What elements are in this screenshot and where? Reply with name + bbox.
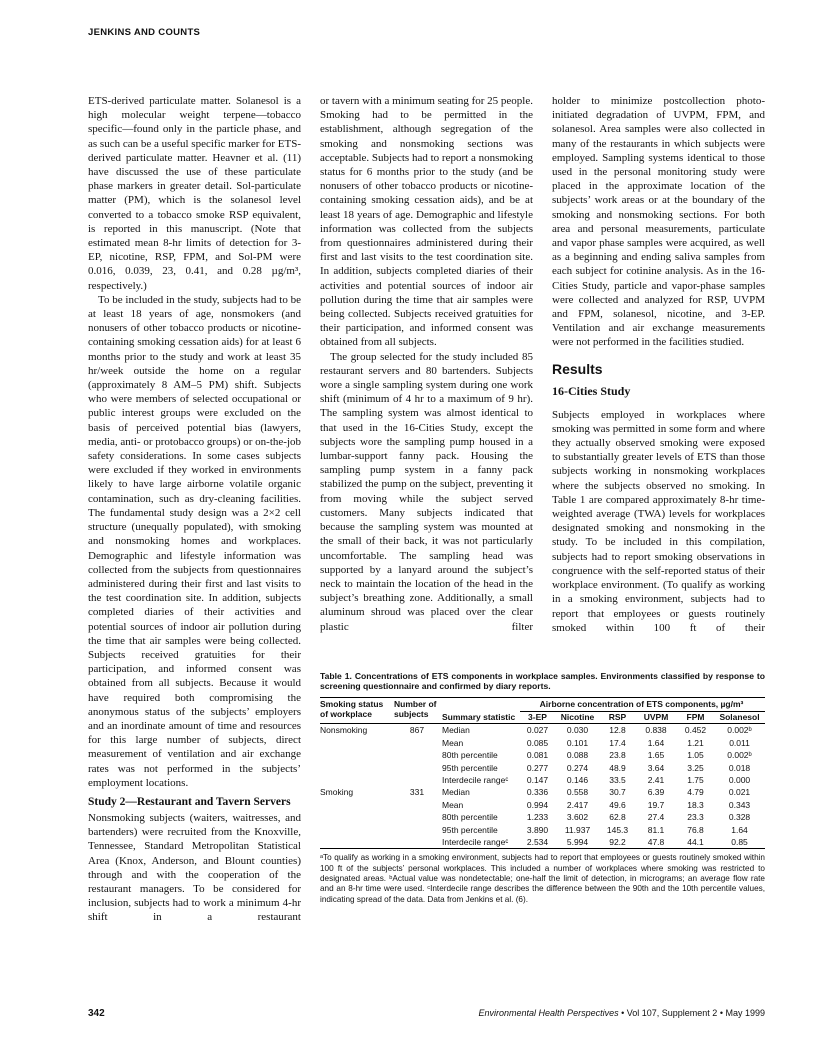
concentration-value-cell: 3.890 xyxy=(526,824,549,835)
paragraph: holder to minimize postcollection photo-initiated degradation of UVPM, FPM, and solanesol. Area samples were also collected in many of the restaurants in which subjects were employed. Sampling systems identical to those used in the personal monitoring study were placed in the approximate location of the subjects’ work areas or at the boundary of the smoking and nonsmoking sections. For both area and personal measurements, particulate and vapor phase samples were acquired, as well as a beginning and ending saliva samples from each subject for cotinine analysis. As in the 16-Cities Study, particle and vapor-phase samples were collected and analyzed for RSP, UVPM and FPM, solanesol, nicotine, and 3-EP. Ventilation and air exchange measurements were not performed in the facilities studied. xyxy=(552,95,765,349)
summary-statistic-cell: Median xyxy=(442,787,470,798)
smoking-status-cell xyxy=(320,774,394,786)
page-footer xyxy=(88,1008,765,1019)
concentration-value-cell: 0.838 xyxy=(645,725,667,736)
smoking-status-cell: Nonsmoking xyxy=(320,725,368,736)
concentration-value-cell: 92.2 xyxy=(609,837,626,848)
concentration-value-cell: 0.558 xyxy=(566,787,589,798)
page-number: 342 xyxy=(88,1008,105,1019)
smoking-status-cell xyxy=(320,811,394,823)
summary-statistic-cell: 80th percentile xyxy=(442,750,498,761)
table-row xyxy=(320,824,765,836)
concentration-value-cell: 0.085 xyxy=(526,737,549,748)
concentration-value-cell: 0.002ᵇ xyxy=(727,725,752,736)
concentration-value-cell: 0.081 xyxy=(526,750,549,761)
summary-statistic-cell: Interdecile rangeᶜ xyxy=(442,837,509,848)
number-of-subjects-cell: 867 xyxy=(409,725,425,736)
concentration-value-cell: 1.75 xyxy=(687,774,704,785)
concentration-value-cell: 0.85 xyxy=(731,837,748,848)
concentration-value-cell: 81.1 xyxy=(647,824,665,835)
ets-concentration-table xyxy=(320,697,765,850)
table-row xyxy=(320,774,765,786)
concentration-value-cell: 27.4 xyxy=(647,812,665,823)
concentration-value-cell: 0.147 xyxy=(526,774,549,785)
concentration-value-cell: 0.027 xyxy=(526,725,549,736)
paragraph: or tavern with a minimum seating for 25 people. Smoking had to be permitted in the establishment, although segregation of the smoking and nonsmoking sections was acceptable. Subjects had to report a nonsmoking status for 6 months prior to the study (and be nonusers of other tobacco products or nicotine-containing smoking cessation aids), and be at least 18 years of age. Demographic and lifestyle information was collected from the subjects from questionnaires administered during their first and last visits to the test coordination site. In addition, subjects completed diaries of their activities and potential sources of indoor air pollution during the time that air samples were being collected. Subjects received gratuities for their participation, and informed consent was obtained from all subjects. xyxy=(320,95,533,349)
paragraph: ETS-derived particulate matter. Solanesol is a high molecular weight terpene—tobacco specific—found only in the particle phase, and as such can be a useful specific marker for ETS-derived particulate matter. Heavner et al. (11) have discussed the use of these particulate phase markers in greater detail. Sol-particulate matter (PM), which is the solanesol level converted to a tobacco smoke RSP equivalent, is reported in this manuscript. (Note that estimated mean 8-hr limits of detection for 3-EP, nicotine, RSP, FPM, and Sol-PM were 0.016, 0.039, 23, 0.41, and 0.28 µg/m³, respectively.) xyxy=(88,95,301,292)
summary-statistic-cell: Interdecile rangeᶜ xyxy=(442,774,509,785)
table-footnotes: ᵃTo qualify as working in a smoking environment, subjects had to report that employees or guests routinely smoked within 100 ft of the subjects’ personal workplaces. This included a number of workplaces where smoking was restricted to designated areas. ᵇActual value was nondetectable; one-half the limit of detection, in micrograms; an average flow rate and an 8-hr time were used. ᶜInterdecile range describes the difference between the 90th and the 10th percentile values, indicating spread of the data. Data from Jenkins et al. (6). xyxy=(320,853,765,904)
header-smoking-status: Smoking status of workplace xyxy=(320,698,384,719)
concentration-value-cell: 30.7 xyxy=(609,787,626,798)
summary-statistic-cell: 80th percentile xyxy=(442,812,498,823)
concentration-value-cell: 3.602 xyxy=(566,812,589,823)
concentration-value-cell: 1.64 xyxy=(647,737,665,748)
concentration-value-cell: 33.5 xyxy=(609,774,626,785)
summary-statistic-cell: 95th percentile xyxy=(442,762,498,773)
sixteen-cities-subheading: 16-Cities Study xyxy=(552,383,631,398)
table-row xyxy=(320,724,765,737)
table-caption-text: Concentrations of ETS components in workplace samples. Environments classified by response to screening questionnaire and confirmed by diary reports. xyxy=(320,670,766,692)
concentration-value-cell: 2.534 xyxy=(526,837,549,848)
section-heading-study-2: Study 2—Restaurant and Tavern Servers xyxy=(88,795,291,808)
number-of-subjects-cell xyxy=(394,762,442,774)
concentration-value-cell: 0.277 xyxy=(526,762,549,773)
header-solanesol: Solanesol xyxy=(719,711,760,722)
concentration-value-cell: 0.343 xyxy=(728,799,751,810)
concentration-value-cell: 1.21 xyxy=(687,737,704,748)
journal-issue: • Vol 107, Supplement 2 • May 1999 xyxy=(618,1008,765,1018)
text-column-3 xyxy=(552,94,765,655)
header-uvpm: UVPM xyxy=(643,711,669,722)
concentration-value-cell: 0.002ᵇ xyxy=(727,750,752,761)
concentration-value-cell: 12.8 xyxy=(609,725,626,736)
concentration-value-cell: 0.088 xyxy=(566,750,589,761)
text-column-1 xyxy=(88,94,301,925)
concentration-value-cell: 47.8 xyxy=(647,837,665,848)
concentration-value-cell: 6.39 xyxy=(647,787,665,798)
table-1-section xyxy=(320,671,765,925)
number-of-subjects-cell xyxy=(394,774,442,786)
smoking-status-cell xyxy=(320,824,394,836)
concentration-value-cell: 2.41 xyxy=(647,774,665,785)
concentration-value-cell: 1.65 xyxy=(647,750,665,761)
summary-statistic-cell: Median xyxy=(442,725,470,736)
concentration-value-cell: 0.994 xyxy=(526,799,549,810)
concentration-value-cell: 1.64 xyxy=(731,824,748,835)
concentration-value-cell: 2.417 xyxy=(566,799,589,810)
smoking-status-cell xyxy=(320,836,394,849)
header-rsp: RSP xyxy=(608,711,627,722)
number-of-subjects-cell xyxy=(394,836,442,849)
smoking-status-cell: Smoking xyxy=(320,787,354,798)
header-3ep: 3-EP xyxy=(528,711,547,722)
concentration-value-cell: 4.79 xyxy=(687,787,704,798)
concentration-value-cell: 23.8 xyxy=(609,750,626,761)
paragraph: To be included in the study, subjects had to be at least 18 years of age, nonsmokers (and nonusers of other tobacco products or nicotine-containing smoking cessation aids) for at least 6 months prior to the study and work at least 35 hr/week outside the home on a regular (approximately 8 AM–5 PM) shift. Subjects who were members of selected occupational or public interest groups were excluded on the basis of perceived potential bias (lawyers, media, anti- or protobacco groups) or on-the-job safety considerations. In some cases subjects were excluded if they worked in environments likely to have large airborne volatile organic contamination, such as dry-cleaning facilities. The fundamental study design was a 2×2 cell structure (unequally populated), with smoking and nonsmoking homes and workplaces. Demographic and lifestyle information was collected from the subjects from questionnaires administered during their first and last visits to the test coordination site. In addition, subjects completed diaries of their activities and potential sources of indoor air pollution during the time that air samples were being collected. Subjects received gratuities for their participation, and informed consent was obtained from all subjects. Because it would have required both compromising the anonymous status of the subjects’ employers and an inordinate amount of time and resources for this large number of subjects, direct measurement of ventilation and air exchange rates was not performed in the subjects’ employment locations. xyxy=(88,293,301,789)
summary-statistic-cell: Mean xyxy=(442,799,464,810)
concentration-value-cell: 0.000 xyxy=(728,774,751,785)
table-body xyxy=(320,724,765,849)
concentration-value-cell: 62.8 xyxy=(609,812,626,823)
table-caption xyxy=(320,671,765,692)
concentration-value-cell: 19.7 xyxy=(647,799,665,810)
concentration-value-cell: 0.030 xyxy=(566,725,589,736)
concentration-value-cell: 0.328 xyxy=(728,812,751,823)
smoking-status-cell xyxy=(320,762,394,774)
concentration-value-cell: 0.146 xyxy=(566,774,589,785)
concentration-value-cell: 3.64 xyxy=(647,762,665,773)
concentration-value-cell: 3.25 xyxy=(687,762,704,773)
number-of-subjects-cell xyxy=(394,811,442,823)
concentration-value-cell: 17.4 xyxy=(609,737,626,748)
concentration-value-cell: 0.018 xyxy=(728,762,751,773)
header-airborne-concentration: Airborne concentration of ETS components, µg/m³ xyxy=(520,697,765,711)
table-row xyxy=(320,737,765,749)
concentration-value-cell: 1.05 xyxy=(687,750,704,761)
concentration-value-cell: 23.3 xyxy=(687,812,704,823)
number-of-subjects-cell xyxy=(394,737,442,749)
table-row xyxy=(320,786,765,798)
number-of-subjects-cell xyxy=(394,824,442,836)
header-number-of-subjects: Number of subjects xyxy=(394,698,437,719)
journal-name: Environmental Health Perspectives xyxy=(478,1008,619,1018)
paragraph: Nonsmoking subjects (waiters, waitresses, and bartenders) were recruited from the Knoxville, Tennessee, Standard Metropolitan Statistical Area (Knox, Anderson, and Blount counties) through and with the cooperation of the restaurant managers. To be considered for inclusion, subjects had to work a minimum 4-hr shift in a restaurant xyxy=(88,811,301,924)
concentration-value-cell: 48.9 xyxy=(609,762,626,773)
header-nicotine: Nicotine xyxy=(560,711,595,722)
concentration-value-cell: 0.452 xyxy=(684,725,707,736)
table-row xyxy=(320,811,765,823)
concentration-value-cell: 0.011 xyxy=(729,737,750,748)
header-fpm: FPM xyxy=(686,711,705,722)
summary-statistic-cell: 95th percentile xyxy=(442,824,498,835)
concentration-value-cell: 1.233 xyxy=(526,812,549,823)
concentration-value-cell: 5.994 xyxy=(566,837,589,848)
number-of-subjects-cell xyxy=(394,799,442,811)
paragraph: The group selected for the study included 85 restaurant servers and 80 bartenders. Subjects wore a single sampling system during one work shift (minimum of 4 hr to a maximum of 9 hr). The sampling system was almost identical to that used in the 16-Cities Study, except the subjects wore the sampling pump housed in a lumbar-support fanny pack. Housing the sampling pump system in a fanny pack stabilized the pump on the subject, preventing it from moving while the subject served customers. Many subjects indicated that because the sampling system was mounted at the small of their back, it was not particularly uncomfortable. The sampling head was supported by a lanyard around the subject’s neck to maintain the location of the head in the subject’s breathing zone. Additionally, a small aluminum shroud was placed over the clear plastic filter xyxy=(320,350,533,633)
table-caption-label: Table 1. xyxy=(320,670,352,681)
table-row xyxy=(320,749,765,761)
concentration-value-cell: 44.1 xyxy=(687,837,704,848)
text-column-2 xyxy=(320,94,533,655)
journal-footer-line xyxy=(479,1008,765,1018)
number-of-subjects-cell xyxy=(394,749,442,761)
concentration-value-cell: 49.6 xyxy=(609,799,626,810)
concentration-value-cell: 11.937 xyxy=(564,824,591,835)
concentration-value-cell: 76.8 xyxy=(687,824,704,835)
concentration-value-cell: 0.336 xyxy=(526,787,549,798)
table-row xyxy=(320,762,765,774)
concentration-value-cell: 0.274 xyxy=(566,762,589,773)
paragraph: Subjects employed in workplaces where smoking was permitted in some form and where they actually observed smoking were exposed to substantially greater levels of ETS than those subjects working in nonsmoking workplaces where the subjects observed no smoking. In Table 1 are compared approximately 8-hr time-weighted average (TWA) levels for workplaces designated smoking and nonsmoking in the study. To be included in this compilation, subjects had to report smoking observations in congruence with the self-reported status of their workplace environment. (To qualify as working in a smoking environment, subjects had to report that employees or guests routinely smoked within 100 ft of their xyxy=(552,408,765,634)
table-row xyxy=(320,799,765,811)
smoking-status-cell xyxy=(320,799,394,811)
page-content xyxy=(88,94,765,925)
results-heading: Results xyxy=(552,360,603,377)
summary-statistic-cell: Mean xyxy=(442,737,464,748)
header-summary-statistic: Summary statistic xyxy=(442,711,516,722)
concentration-value-cell: 0.021 xyxy=(728,787,751,798)
concentration-value-cell: 0.101 xyxy=(566,737,589,748)
concentration-value-cell: 145.3 xyxy=(606,824,629,835)
table-header xyxy=(320,697,765,724)
number-of-subjects-cell: 331 xyxy=(409,787,425,798)
running-head: JENKINS AND COUNTS xyxy=(88,27,201,38)
smoking-status-cell xyxy=(320,749,394,761)
concentration-value-cell: 18.3 xyxy=(687,799,704,810)
table-row xyxy=(320,836,765,849)
smoking-status-cell xyxy=(320,737,394,749)
